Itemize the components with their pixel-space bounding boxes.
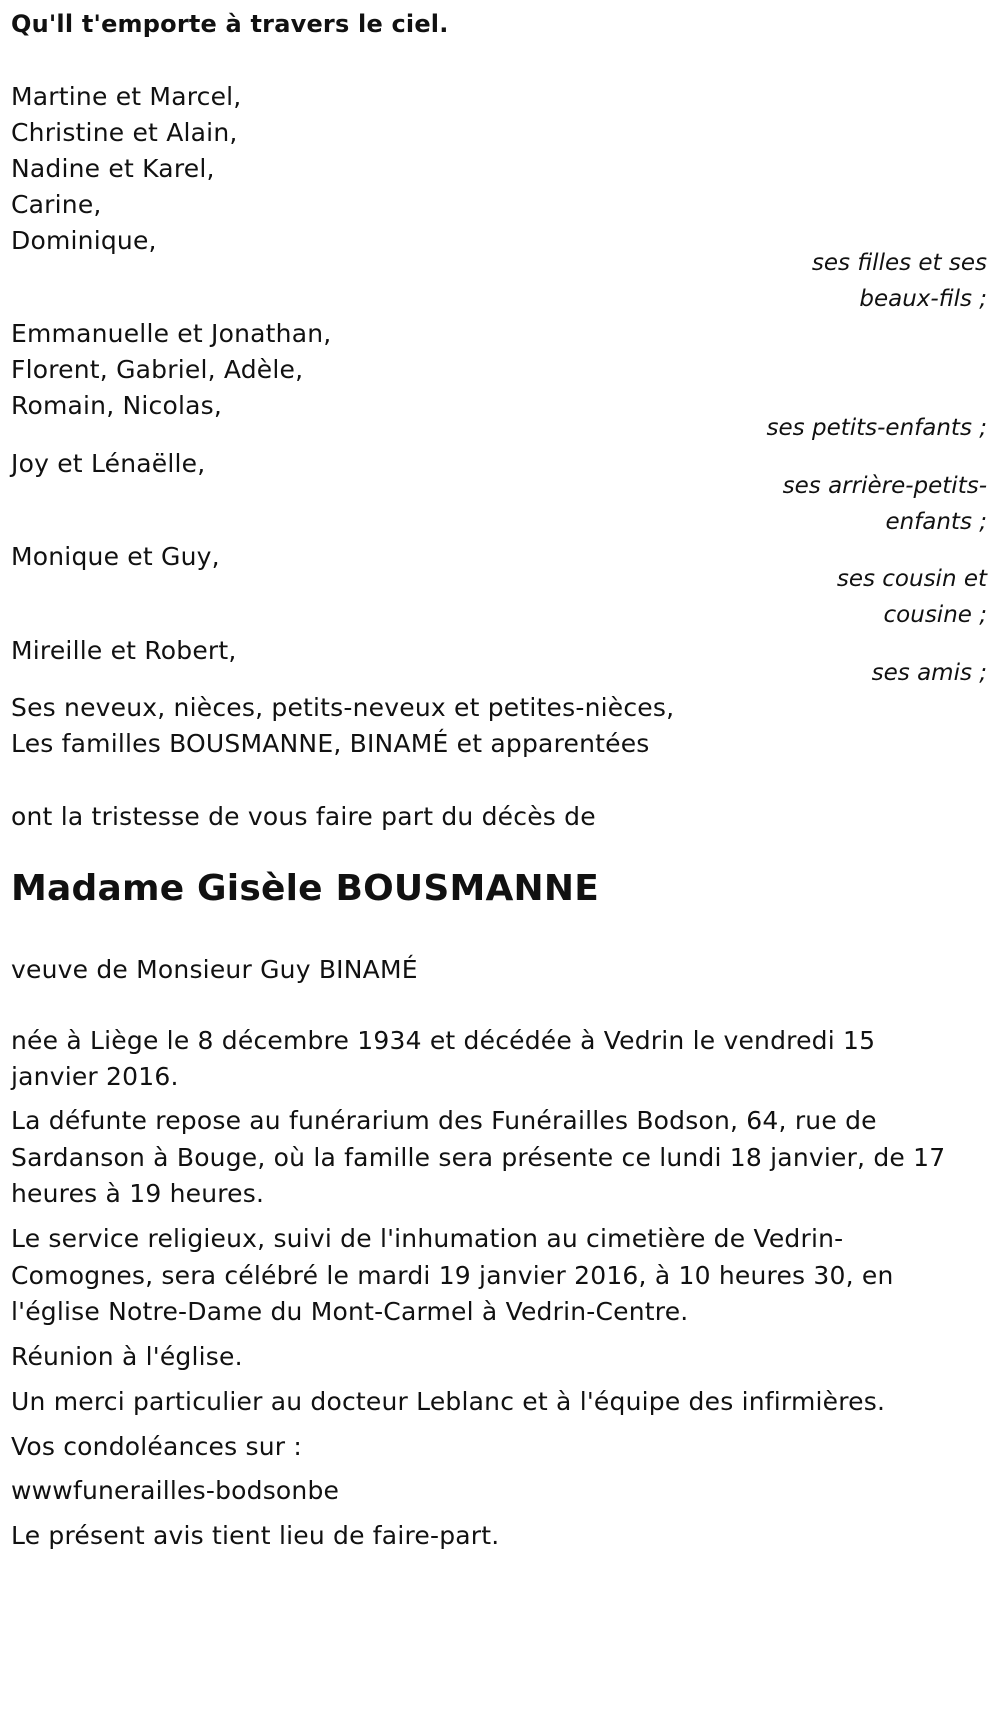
daughter-name: Martine et Marcel, <box>11 82 242 111</box>
grandchild-name: Emmanuelle et Jonathan, <box>11 319 332 348</box>
condolences-label: Vos condoléances sur : <box>11 1432 302 1461</box>
relation-cousins: ses cousin et <box>836 566 987 592</box>
daughter-name: Carine, <box>11 190 102 219</box>
relation-great-grandchildren: enfants ; <box>885 509 987 535</box>
notice-text: Le présent avis tient lieu de faire-part. <box>11 1521 500 1550</box>
birth-death-line: née à Liège le 8 décembre 1934 et décédée à Vedrin le vendredi 15 <box>11 1026 876 1055</box>
service-line: Le service religieux, suivi de l'inhumation au cimetière de Vedrin- <box>11 1224 844 1253</box>
website-text: wwwfunerailles-bodsonbe <box>11 1476 340 1505</box>
birth-death-line: janvier 2016. <box>11 1062 179 1091</box>
extended-family-line: Ses neveux, nièces, petits-neveux et petites-nièces, <box>11 693 675 722</box>
visitation-line: Sardanson à Bouge, où la famille sera présente ce lundi 18 janvier, de 17 <box>11 1143 946 1172</box>
widow-of: veuve de Monsieur Guy BINAMÉ <box>11 955 418 984</box>
service-line: l'église Notre-Dame du Mont-Carmel à Vedrin-Centre. <box>11 1297 689 1326</box>
meeting-note: Réunion à l'église. <box>11 1342 243 1371</box>
relation-grandchildren: ses petits-enfants ; <box>766 415 987 441</box>
relation-friends: ses amis ; <box>871 660 987 686</box>
daughter-name: Christine et Alain, <box>11 118 238 147</box>
thanks-note: Un merci particulier au docteur Leblanc et à l'équipe des infirmières. <box>11 1387 886 1416</box>
relation-daughters: ses filles et ses <box>811 250 987 276</box>
relation-cousins: cousine ; <box>883 602 987 628</box>
visitation-line: La défunte repose au funérarium des Funérailles Bodson, 64, rue de <box>11 1106 877 1135</box>
epitaph: Qu'll t'emporte à travers le ciel. <box>11 10 449 38</box>
friend-name: Mireille et Robert, <box>11 636 237 665</box>
visitation-line: heures à 19 heures. <box>11 1179 265 1208</box>
grandchild-name: Romain, Nicolas, <box>11 391 223 420</box>
extended-family-line: Les familles BOUSMANNE, BINAMÉ et apparentées <box>11 729 650 758</box>
deceased-name: Madame Gisèle BOUSMANNE <box>11 868 600 909</box>
daughter-name: Nadine et Karel, <box>11 154 215 183</box>
daughter-name: Dominique, <box>11 226 157 255</box>
cousin-name: Monique et Guy, <box>11 542 220 571</box>
announcement: ont la tristesse de vous faire part du décès de <box>11 802 596 831</box>
service-line: Comognes, sera célébré le mardi 19 janvier 2016, à 10 heures 30, en <box>11 1261 894 1290</box>
relation-daughters: beaux-fils ; <box>859 286 987 312</box>
grandchild-name: Florent, Gabriel, Adèle, <box>11 355 304 384</box>
relation-great-grandchildren: ses arrière-petits- <box>782 473 987 499</box>
great-grandchild-name: Joy et Lénaëlle, <box>11 449 206 478</box>
